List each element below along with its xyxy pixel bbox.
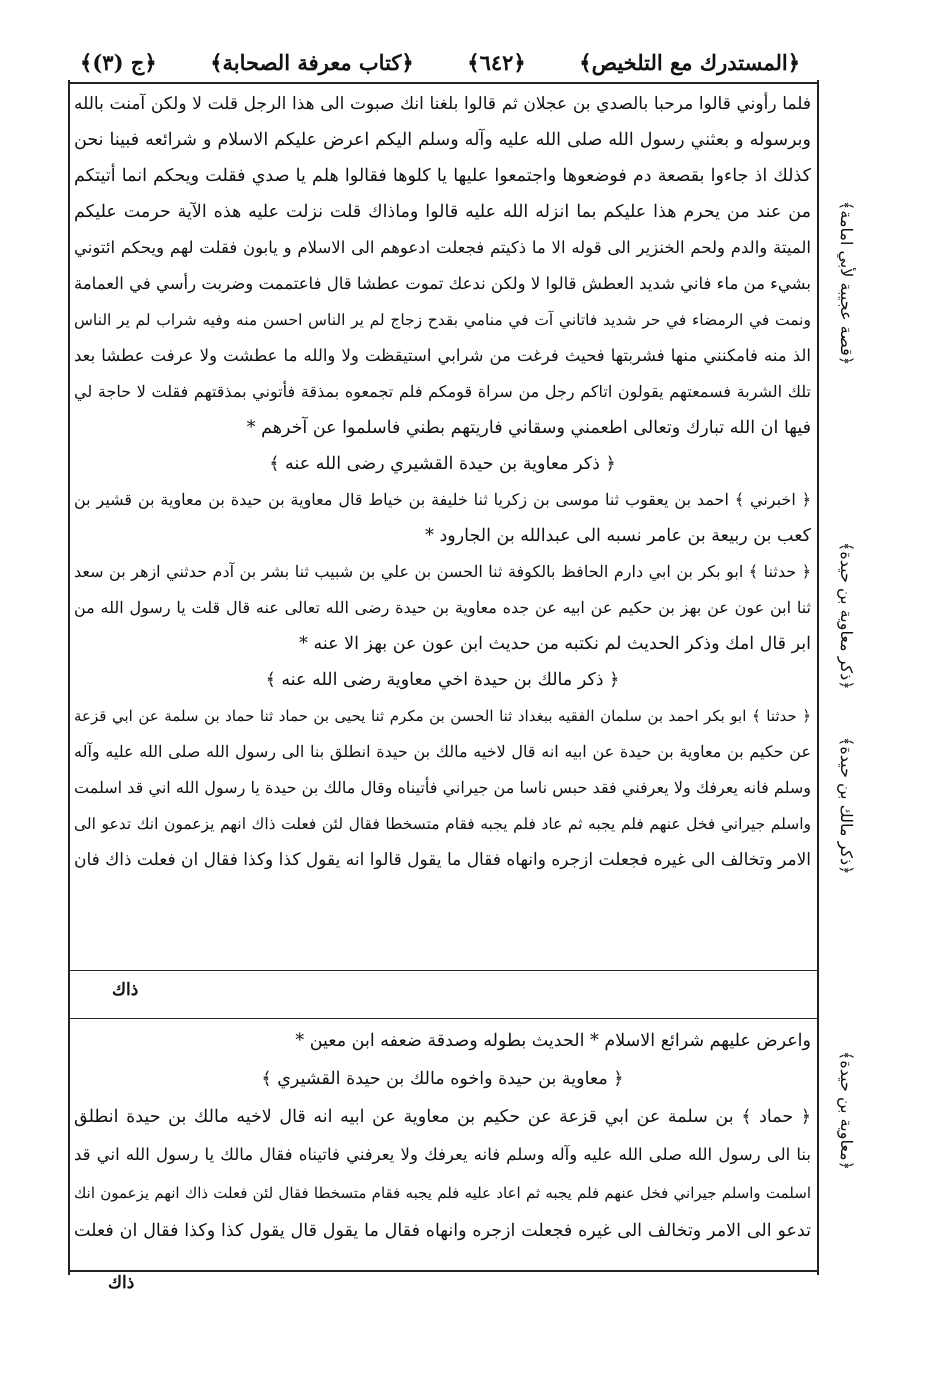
text-line: بنا الى رسول الله صلى الله عليه وآله وسلم فانه يعرفك ولا يعرفني فاتيناه فقال مالك يا رسول الله اني قد bbox=[74, 1145, 811, 1164]
catchword-main: ذاك bbox=[112, 980, 139, 1000]
text-line: عن حكيم بن معاوية بن حيدة عن ابيه انه قال لاخيه مالك بن حيدة انطلق بنا الى رسول الله صلى الله عليه وآله bbox=[74, 742, 811, 761]
text-line: بشيء من ماء فاني شديد العطش قالوا لا ولكن ندعك تموت عطشا قال فاعتممت وضربت رأسي في العمامة bbox=[74, 274, 811, 293]
text-line: ونمت في الرمضاء في حر شديد فاتاني آت في منامي بقدح زجاج لم ير الناس احسن منه وفيه شراب لم ير الناس bbox=[74, 311, 811, 329]
text-line: ثنا ابن عون عن بهز بن حكيم عن ابيه عن جده معاوية بن حيدة رضى الله تعالى عنه قال قلت يا رسول الله من bbox=[74, 598, 811, 617]
text-line: الامر وتخالف الى غيره فجعلت ازجره وانهاه فقال ما يقول قالوا انه يقول كذا وكذا فقال ان فعلت ذاك فان bbox=[74, 850, 811, 870]
main-text-block bbox=[74, 86, 811, 878]
text-line: تلك الشربة فسمعتهم يقولون اتاكم رجل من سراة قومكم فلم تجمعوه بمذقة فأتوني بمذقتهم فقلت لا حاجة لي bbox=[74, 382, 811, 401]
section-heading: ﴿ ذكر معاوية بن حيدة القشيري رضى الله عنه ﴾ bbox=[269, 454, 616, 474]
text-line: تدعو الى الامر وتخالف الى غيره فجعلت ازجره وانهاه فقال ما يقول قال يقول كذا وكذا فقال ان فعلت bbox=[74, 1221, 811, 1241]
talkhis-rule bbox=[68, 1018, 817, 1019]
text-line: ابر قال امك وذكر الحديث لم نكتبه من حديث ابن عون عن بهز الا عنه * bbox=[299, 634, 811, 654]
header-volume: ﴿ج (٣)﴾ bbox=[80, 49, 157, 75]
text-line: واعرض عليهم شرائع الاسلام * الحديث بطوله وصدقة ضعفه ابن معين * bbox=[295, 1031, 811, 1051]
header-chapter-title: ﴿كتاب معرفة الصحابة﴾ bbox=[210, 49, 414, 75]
text-line: ﴿ حماد ﴾ بن سلمة عن ابي قزعة عن حكيم بن معاوية عن ابيه انه قال لاخيه مالك بن حيدة انطلق bbox=[74, 1107, 811, 1127]
margin-note: ﴿ذكر معاوية بن حيدة﴾ bbox=[837, 542, 856, 690]
main-text-rule bbox=[68, 970, 817, 971]
text-line: فيها ان الله تبارك وتعالى اطعمني وسقاني فاريتهم بطني فاسلموا عن آخرهم * bbox=[246, 418, 811, 438]
header-book-title: ﴿المستدرك مع التلخيص﴾ bbox=[579, 49, 800, 75]
text-line: وبرسوله و بعثني رسول الله صلى الله عليه وآله وسلم اليكم اعرض عليكم الاسلام و شرائعه فبينا نحن bbox=[74, 130, 811, 150]
text-line: وسلم فانه يعرفك ولا يعرفني فقد حبس ناسا من جيراني فأتيناه وقال مالك بن حيدة يا رسول الله اني قد اسلمت bbox=[74, 778, 811, 797]
section-heading: ﴿ ذكر مالك بن حيدة اخي معاوية رضى الله عنه ﴾ bbox=[265, 670, 620, 690]
top-rule bbox=[68, 82, 817, 84]
text-line: كعب بن ربيعة بن عامر نسبه الى عبدالله بن الجارود * bbox=[425, 526, 811, 546]
text-line: الذ منه فامكنني منها فشربتها فحيث فرغت من شرابي استيقظت ولا والله ما عطشت ولا عرفت عطشا بعد bbox=[74, 346, 811, 365]
text-line: الميتة والدم ولحم الخنزير الى قوله الا ما ذكيتم فجعلت ادعوهم الى الاسلام و يابون فقلت لهم ويحكم ائتوني bbox=[74, 238, 811, 257]
header-page-number: ﴿٦٤٢﴾ bbox=[467, 49, 526, 75]
margin-note: ﴿قصة عجيبة لأبي امامة﴾ bbox=[837, 200, 856, 365]
text-line: ﴿ حدثنا ﴾ ابو بكر احمد بن سلمان الفقيه ببغداد ثنا الحسن بن مكرم ثنا يحيى بن حماد ثنا حماد بن سلمة عن ابي قزعة bbox=[74, 707, 811, 725]
text-line: واسلم جيراني فخل عنهم فلم يجبه ثم عاد فلم يجبه فقام متسخطا فقال لئن فعلت ذاك انهم يزعمون انك تدعو الى bbox=[74, 815, 811, 833]
margin-note: ﴿ذكر مالك بن حيدة﴾ bbox=[837, 737, 856, 875]
text-line: ﴿ حدثنا ﴾ ابو بكر بن ابي دارم الحافظ بالكوفة ثنا الحسن بن علي بن شبيب ثنا بشر بن آدم حدثني ازهر بن سعد bbox=[74, 562, 811, 581]
text-line: كذلك اذ جاءوا بقصعة دم فوضعوها واجتمعوا عليها يا كلوها فقالوا هلم يا صدي فقلت ويحكم انما أتيتكم bbox=[74, 166, 811, 186]
text-line: ﴿ اخبرني ﴾ احمد بن يعقوب ثنا موسى بن زكريا ثنا خليفة بن خياط قال معاوية بن حيدة بن معاوية بن قشير بن bbox=[74, 490, 811, 509]
text-line: من عند من يحرم هذا عليكم بما انزله الله عليه قالوا وماذاك قلت نزلت عليه هذه الآية حرمت عليكم bbox=[74, 202, 811, 222]
bottom-rule bbox=[68, 1270, 817, 1272]
section-heading: ﴿ معاوية بن حيدة واخوه مالك بن حيدة القشيري ﴾ bbox=[261, 1069, 624, 1089]
talkhis-block bbox=[74, 1022, 811, 1250]
margin-note: ﴿معاوية بن حيدة﴾ bbox=[837, 1051, 856, 1170]
catchword-talkhis: ذاك bbox=[108, 1273, 135, 1293]
text-line: اسلمت واسلم جيراني فخل عنهم فلم يجبه ثم اعاد عليه فلم يجبه فقام متسخطا فقال لئن فعلت ذاك انهم يزعمون انك bbox=[74, 1184, 811, 1202]
text-line: فلما رأوني قالوا مرحبا بالصدي بن عجلان ثم قالوا بلغنا انك صبوت الى هذا الرجل قلت لا ولكن آمنت بالله bbox=[74, 94, 811, 114]
running-header bbox=[80, 40, 800, 84]
